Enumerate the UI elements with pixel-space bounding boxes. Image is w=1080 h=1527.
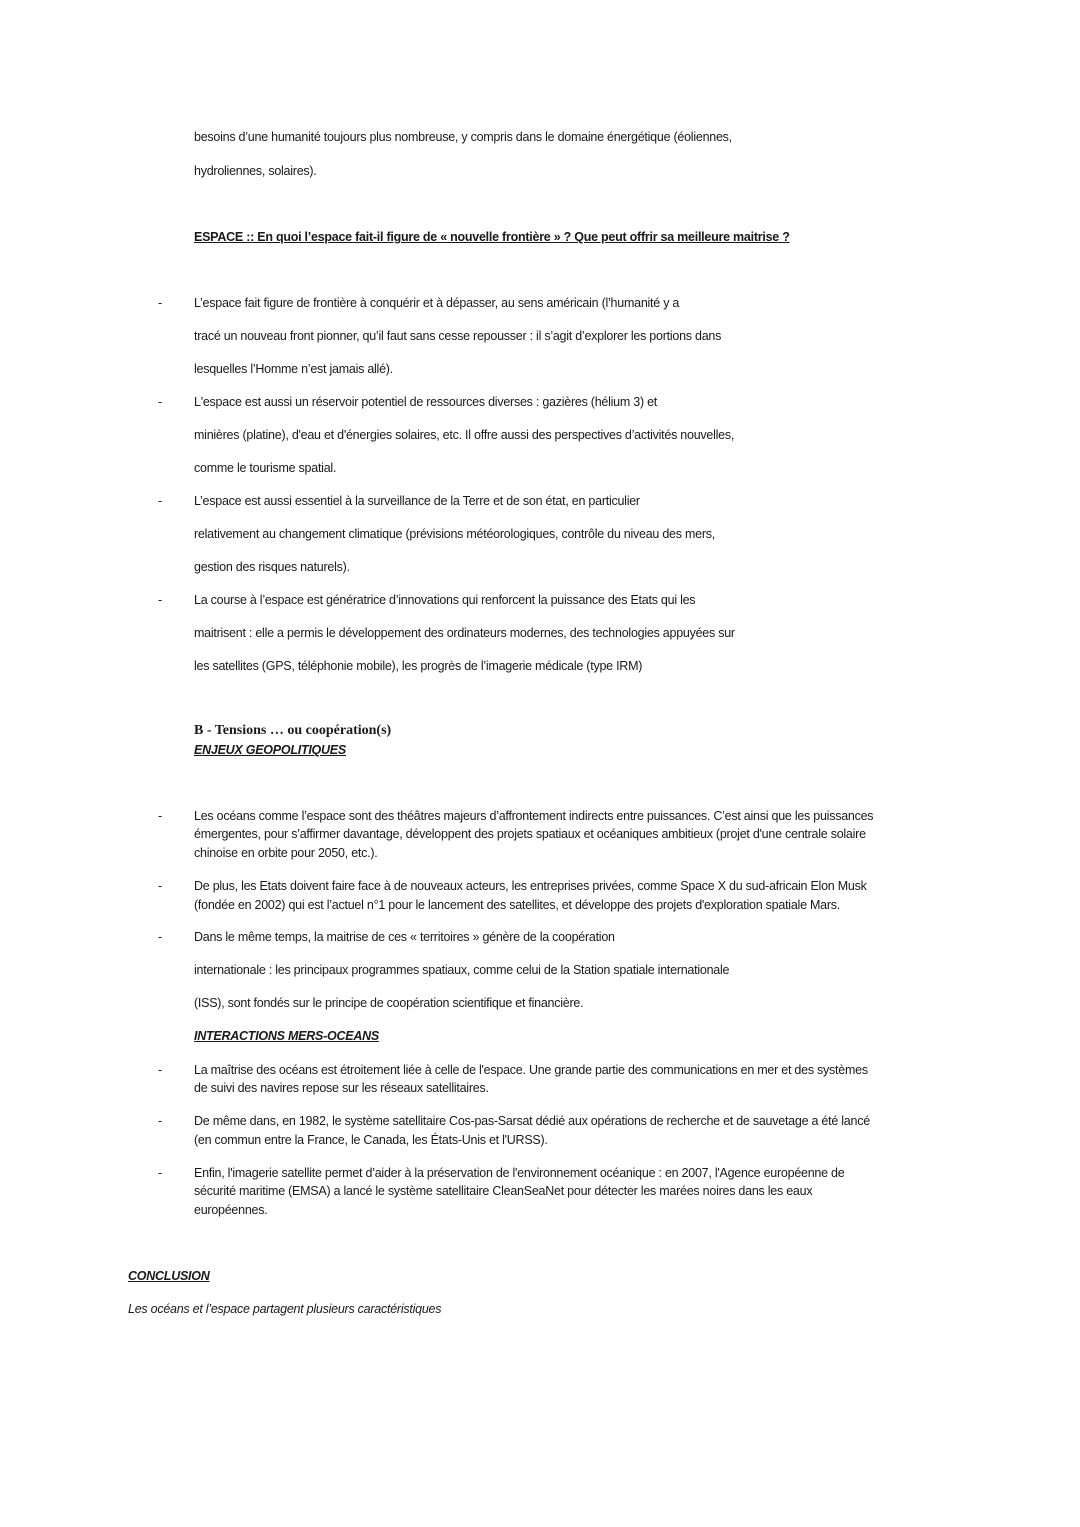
bullet-line: (en commun entre la France, le Canada, les États-Unis et l'URSS). <box>194 1133 548 1147</box>
intro-line: hydroliennes, solaires). <box>194 164 317 178</box>
bullet-line: sécurité maritime (EMSA) a lancé le système satellitaire CleanSeaNet pour détecter les marées noires dans les eaux <box>194 1184 813 1198</box>
enjeux-heading: ENJEUX GEOPOLITIQUES <box>194 743 346 757</box>
espace-heading: ESPACE :: En quoi l’espace fait-il figure de « nouvelle frontière » ? Que peut offrir sa meilleure maitrise ? <box>194 230 790 244</box>
bullet-line: les satellites (GPS, téléphonie mobile), les progrès de l’imagerie médicale (type IRM) <box>194 659 643 673</box>
bullet-line: émergentes, pour s’affirmer davantage, développent des projets spatiaux et océaniques ambitieux (projet d'une centrale solaire <box>194 827 866 841</box>
bullet-line: De même dans, en 1982, le système satellitaire Cos-pas-Sarsat dédié aux opérations de recherche et de sauvetage a été lancé <box>194 1114 870 1128</box>
conclusion-text: Les océans et l’espace partagent plusieurs caractéristiques <box>128 1302 442 1316</box>
bullet-line: Enfin, l'imagerie satellite permet d’aider à la préservation de l'environnement océanique : en 2007, l'Agence européenne de <box>194 1166 845 1180</box>
bullet-line: De plus, les Etats doivent faire face à de nouveaux acteurs, les entreprises privées, comme Space X du sud-africain Elon Musk <box>194 879 867 893</box>
bullet-line: relativement au changement climatique (prévisions météorologiques, contrôle du niveau des mers, <box>194 527 715 541</box>
bullet-line: de suivi des navires repose sur les réseaux satellitaires. <box>194 1081 489 1095</box>
bullet-line: Les océans comme l’espace sont des théâtres majeurs d’affrontement indirects entre puissances. C’est ainsi que les puissances <box>194 809 874 823</box>
bullet-line: L’espace fait figure de frontière à conquérir et à dépasser, au sens américain (l’humanité y a <box>194 296 680 310</box>
bullet-line: Dans le même temps, la maitrise de ces « territoires » génère de la coopération <box>194 930 615 944</box>
bullet-dash: - <box>158 1114 162 1128</box>
intro-line: besoins d’une humanité toujours plus nombreuse, y compris dans le domaine énergétique (éoliennes, <box>194 130 732 144</box>
bullet-dash: - <box>158 593 162 607</box>
bullet-line: comme le tourisme spatial. <box>194 461 337 475</box>
bullet-dash: - <box>158 395 162 409</box>
bullet-dash: - <box>158 930 162 944</box>
bullet-line: L'espace est aussi un réservoir potentiel de ressources diverses : gazières (hélium 3) et <box>194 395 658 409</box>
bullet-dash: - <box>158 809 162 823</box>
interactions-heading: INTERACTIONS MERS-OCEANS <box>194 1029 379 1043</box>
bullet-line: européennes. <box>194 1203 268 1217</box>
section-b-title: B - Tensions … ou coopération(s) <box>194 723 392 738</box>
bullet-line: (ISS), sont fondés sur le principe de coopération scientifique et financière. <box>194 996 584 1010</box>
bullet-line: lesquelles l’Homme n’est jamais allé). <box>194 362 393 376</box>
bullet-dash: - <box>158 1063 162 1077</box>
bullet-line: La course à l’espace est génératrice d’innovations qui renforcent la puissance des Etats qui les <box>194 593 696 607</box>
bullet-line: tracé un nouveau front pionner, qu’il faut sans cesse repousser : il s’agit d’explorer les portions dans <box>194 329 722 343</box>
bullet-line: chinoise en orbite pour 2050, etc.). <box>194 846 378 860</box>
bullet-line: minières (platine), d'eau et d'énergies solaires, etc. Il offre aussi des perspectives d’activités nouvelles, <box>194 428 735 442</box>
bullet-line: gestion des risques naturels). <box>194 560 350 574</box>
conclusion-heading: CONCLUSION <box>128 1269 210 1283</box>
bullet-line: internationale : les principaux programmes spatiaux, comme celui de la Station spatiale internationale <box>194 963 730 977</box>
bullet-line: La maîtrise des océans est étroitement liée à celle de l'espace. Une grande partie des communications en mer et des systèmes <box>194 1063 868 1077</box>
bullet-line: (fondée en 2002) qui est l’actuel n°1 pour le lancement des satellites, et développe des projets d'exploration spatiale Mars. <box>194 898 840 912</box>
bullet-line: maitrisent : elle a permis le développement des ordinateurs modernes, des technologies appuyées sur <box>194 626 735 640</box>
bullet-dash: - <box>158 494 162 508</box>
bullet-dash: - <box>158 1166 162 1180</box>
bullet-dash: - <box>158 296 162 310</box>
bullet-dash: - <box>158 879 162 893</box>
bullet-line: L’espace est aussi essentiel à la surveillance de la Terre et de son état, en particulier <box>194 494 640 508</box>
